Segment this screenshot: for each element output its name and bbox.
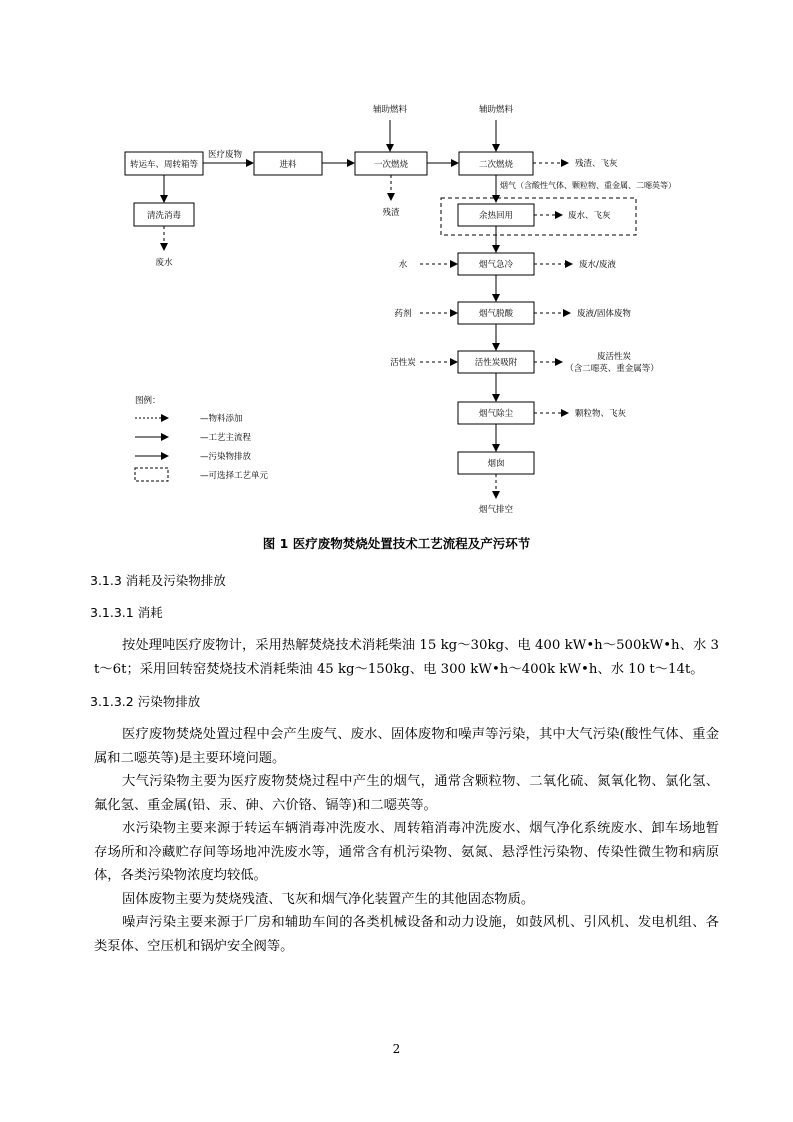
- section-heading-3-1-3-1: 3.1.3.1 消耗: [90, 605, 163, 620]
- medical-waste-label: 医疗废物: [207, 150, 243, 160]
- waste-water-label: 废水: [155, 258, 173, 268]
- legend-dashed-box: [135, 468, 168, 481]
- consumption-paragraph: [94, 634, 719, 681]
- clean-disinfect-label: 清洗消毒: [146, 211, 182, 221]
- legend-label-3: —污染物排放: [200, 452, 252, 462]
- primary-combustion-label: 一次燃烧: [373, 160, 409, 170]
- figure-caption: 图 1 医疗废物焚烧处置技术工艺流程及产污环节: [262, 536, 531, 551]
- feeding-label: 进料: [279, 160, 297, 170]
- flue-emission-label: 烟气排空: [478, 505, 514, 515]
- legend: [135, 395, 269, 481]
- waste-water-flyash-label: 废水、飞灰: [568, 211, 611, 221]
- slag-flyash-label-1: 残渣、飞灰: [575, 159, 618, 169]
- residue-label: 残渣: [382, 208, 400, 218]
- liquid-solid-label: 废液/固体废物: [577, 309, 631, 319]
- paragraph-noise: 噪声污染主要来源于厂房和辅助车间的各类机械设备和动力设施，如鼓风机、引风机、发电机组、各类泵体、空压机和锅炉安全阀等。: [94, 915, 719, 954]
- secondary-combustion-label: 二次燃烧: [478, 160, 514, 170]
- aux-fuel-label-2: 辅助燃料: [478, 105, 514, 115]
- agent-label: 药剂: [394, 309, 412, 319]
- section-heading-3-1-3-2: 3.1.3.2 污染物排放: [90, 694, 201, 709]
- page-number: 2: [392, 1042, 401, 1056]
- water-liquid-label: 废水/废液: [579, 260, 616, 270]
- emission-paragraphs: [94, 723, 719, 958]
- deacid-label: 烟气脱酸: [478, 309, 514, 319]
- activated-carbon-label: 活性炭: [390, 358, 416, 368]
- quench-label: 烟气急冷: [478, 260, 514, 270]
- paragraph-overview: 医疗废物焚烧处置过程中会产生废气、废水、固体废物和噪声等污染，其中大气污染(酸性气体、重金属和二噁英等)是主要环境问题。: [94, 727, 719, 766]
- legend-title: 图例：: [135, 396, 161, 406]
- section-heading-3-1-3: 3.1.3 消耗及污染物排放: [90, 573, 226, 588]
- water-label: 水: [398, 260, 408, 270]
- paragraph-air-pollutants: 大气污染物主要为医疗废物焚烧过程中产生的烟气，通常含颗粒物、二氧化硫、氮氧化物、氯化氢、氟化氢、重金属(铅、汞、砷、六价铬、镉等)和二噁英等。: [94, 774, 719, 813]
- spent-carbon-label-1: 废活性炭: [596, 352, 632, 362]
- legend-label-4: —可选择工艺单元: [200, 471, 269, 481]
- particles-flyash-label: 颗粒物、飞灰: [575, 409, 627, 419]
- chimney-label: 烟囱: [487, 459, 505, 469]
- spent-carbon-label-2: （含二噁英、重金属等）: [565, 364, 659, 374]
- carbon-adsorption-label: 活性炭吸附: [474, 358, 518, 368]
- paragraph-water-pollutants: 水污染物主要来源于转运车辆消毒冲洗废水、周转箱消毒冲洗废水、烟气净化系统废水、卸车场地暂存场所和冷藏贮存间等场地冲洗废水等，通常含有机污染物、氨氮、悬浮性污染物、传染性微生物和病原体，各类污染物浓度均较低。: [94, 821, 719, 883]
- paragraph-solid-waste: 固体废物主要为焚烧残渣、飞灰和烟气净化装置产生的其他固态物质。: [122, 891, 535, 907]
- aux-fuel-label-1: 辅助燃料: [372, 105, 408, 115]
- flue-gas-note: 烟气（含酸性气体、颗粒物、重金属、二噁英等）: [500, 181, 676, 190]
- dust-removal-label: 烟气除尘: [478, 409, 514, 419]
- consumption-text: 按处理吨医疗废物计，采用热解焚烧技术消耗柴油 15 kg～30kg、电 400 kW•h～500kW•h、水 3 t～6t；采用回转窑焚烧技术消耗柴油 45 kg～150kg、电 300 kW•h～400k kW•h、水 10 t～14t。: [94, 638, 719, 677]
- heat-recovery-label: 余热回用: [478, 211, 514, 221]
- legend-label-2: —工艺主流程: [200, 433, 252, 443]
- process-flow-diagram: [0, 0, 793, 530]
- legend-label-1: —物料添加: [200, 414, 243, 424]
- transport-label: 转运车、周转箱等: [129, 160, 199, 170]
